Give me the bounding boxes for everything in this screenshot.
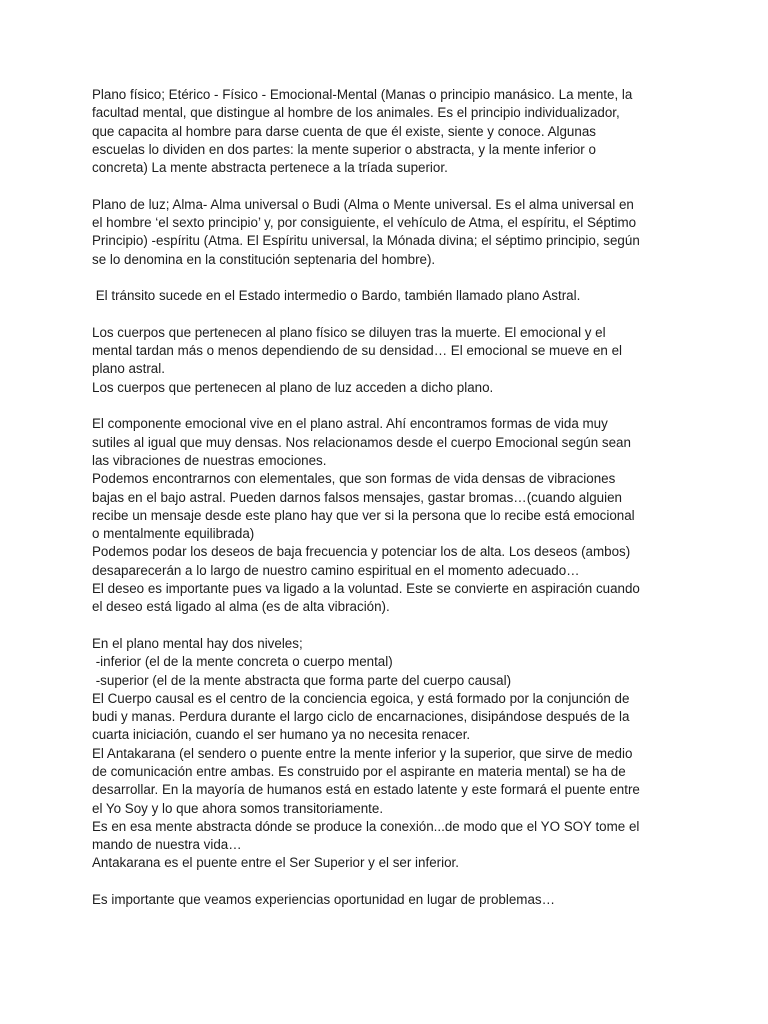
text-line: plano astral. bbox=[92, 361, 165, 377]
paragraph bbox=[92, 891, 692, 909]
text-line: Plano físico; Etérico - Físico - Emocional-Mental (Manas o principio manásico. La mente, la bbox=[92, 87, 633, 102]
paragraph-block bbox=[92, 287, 692, 305]
paragraph bbox=[92, 854, 692, 872]
paragraph bbox=[92, 745, 692, 818]
paragraph bbox=[92, 635, 692, 653]
text-line: Los cuerpos que pertenecen al plano físico se diluyen tras la muerte. El emocional y el bbox=[92, 324, 606, 340]
paragraph-block bbox=[92, 891, 692, 909]
text-line: Plano de luz; Alma- Alma universal o Budi (Alma o Mente universal. Es el alma universal en bbox=[92, 196, 634, 212]
text-line: Principio) -espíritu (Atma. El Espíritu universal, la Mónada divina; el séptimo principio, según bbox=[92, 233, 640, 249]
text-line: el Yo Soy y lo que ahora somos transitoriamente. bbox=[92, 800, 384, 816]
text-line: El tránsito sucede en el Estado intermedio o Bardo, también llamado plano Astral. bbox=[92, 288, 581, 304]
text-line: Los cuerpos que pertenecen al plano de luz acceden a dicho plano. bbox=[92, 379, 494, 395]
paragraph-block bbox=[92, 196, 692, 269]
paragraph bbox=[92, 324, 692, 379]
text-line: el hombre ‘el sexto principio’ y, por consiguiente, el vehículo de Atma, el espíritu, el Séptimo bbox=[92, 215, 637, 231]
paragraph-block bbox=[92, 415, 692, 616]
text-line: Es en esa mente abstracta dónde se produce la conexión...de modo que el YO SOY tome el bbox=[92, 818, 640, 834]
text-line: de comunicación entre ambas. Es construido por el aspirante en materia mental) se ha de bbox=[92, 763, 626, 779]
text-line: Antakarana es el puente entre el Ser Superior y el ser inferior. bbox=[92, 855, 459, 871]
paragraph bbox=[92, 287, 692, 305]
text-line: escuelas lo dividen en dos partes: la mente superior o abstracta, y la mente inferior o bbox=[92, 141, 596, 157]
document-page bbox=[92, 86, 692, 928]
text-line: bajas en el bajo astral. Pueden darnos falsos mensajes, gastar bromas…(cuando alguien bbox=[92, 489, 622, 505]
paragraph-block bbox=[92, 86, 692, 177]
text-line: Es importante que veamos experiencias oportunidad en lugar de problemas… bbox=[92, 892, 555, 908]
paragraph bbox=[92, 470, 692, 543]
paragraph bbox=[92, 415, 692, 470]
text-line: que capacita al hombre para darse cuenta de que él existe, siente y conoce. Algunas bbox=[92, 123, 596, 139]
paragraph bbox=[92, 196, 692, 269]
text-line: sutiles al igual que muy densas. Nos relacionamos desde el cuerpo Emocional según sean bbox=[92, 434, 631, 450]
text-line: -superior (el de la mente abstracta que forma parte del cuerpo causal) bbox=[92, 672, 512, 688]
paragraph bbox=[92, 86, 692, 177]
paragraph-block bbox=[92, 324, 692, 397]
paragraph-block bbox=[92, 635, 692, 873]
text-line: concreta) La mente abstracta pertenece a la tríada superior. bbox=[92, 160, 448, 176]
paragraph bbox=[92, 543, 692, 580]
text-line: Podemos podar los deseos de baja frecuencia y potenciar los de alta. Los deseos (ambos) bbox=[92, 544, 631, 560]
paragraph bbox=[92, 672, 692, 690]
text-line: se lo denomina en la constitución septenaria del hombre). bbox=[92, 251, 436, 267]
paragraph bbox=[92, 580, 692, 617]
text-line: desaparecerán a lo largo de nuestro camino espiritual en el momento adecuado… bbox=[92, 562, 580, 578]
text-line: desarrollar. En la mayoría de humanos está en estado latente y este formará el puente entre bbox=[92, 782, 640, 798]
text-line: En el plano mental hay dos niveles; bbox=[92, 635, 303, 651]
text-line: El Antakarana (el sendero o puente entre la mente inferior y la superior, que sirve de medio bbox=[92, 745, 633, 761]
text-line: cuarta iniciación, cuando el ser humano ya no necesita renacer. bbox=[92, 727, 471, 743]
text-line: Podemos encontrarnos con elementales, que son formas de vida densas de vibraciones bbox=[92, 471, 616, 487]
text-line: El Cuerpo causal es el centro de la conciencia egoica, y está formado por la conjunción de bbox=[92, 690, 630, 706]
text-line: mando de nuestra vida… bbox=[92, 837, 242, 853]
text-line: facultad mental, que distingue al hombre de los animales. Es el principio individualizador, bbox=[92, 105, 620, 121]
text-line: mental tardan más o menos dependiendo de su densidad… El emocional se mueve en el bbox=[92, 343, 623, 359]
paragraph bbox=[92, 379, 692, 397]
text-line: El componente emocional vive en el plano astral. Ahí encontramos formas de vida muy bbox=[92, 416, 608, 432]
paragraph bbox=[92, 690, 692, 745]
paragraph bbox=[92, 653, 692, 671]
text-line: o mentalmente equilibrada) bbox=[92, 526, 255, 542]
text-line: el deseo está ligado al alma (es de alta vibración). bbox=[92, 599, 390, 615]
text-line: El deseo es importante pues va ligado a la voluntad. Este se convierte en aspiración cuando bbox=[92, 581, 640, 597]
text-line: -inferior (el de la mente concreta o cuerpo mental) bbox=[92, 654, 393, 670]
text-line: recibe un mensaje desde este plano hay que ver si la persona que lo recibe está emocional bbox=[92, 507, 635, 523]
paragraph bbox=[92, 818, 692, 855]
text-line: las vibraciones de nuestras emociones. bbox=[92, 452, 327, 468]
text-line: budi y manas. Perdura durante el largo ciclo de encarnaciones, disipándose después de la bbox=[92, 709, 630, 725]
